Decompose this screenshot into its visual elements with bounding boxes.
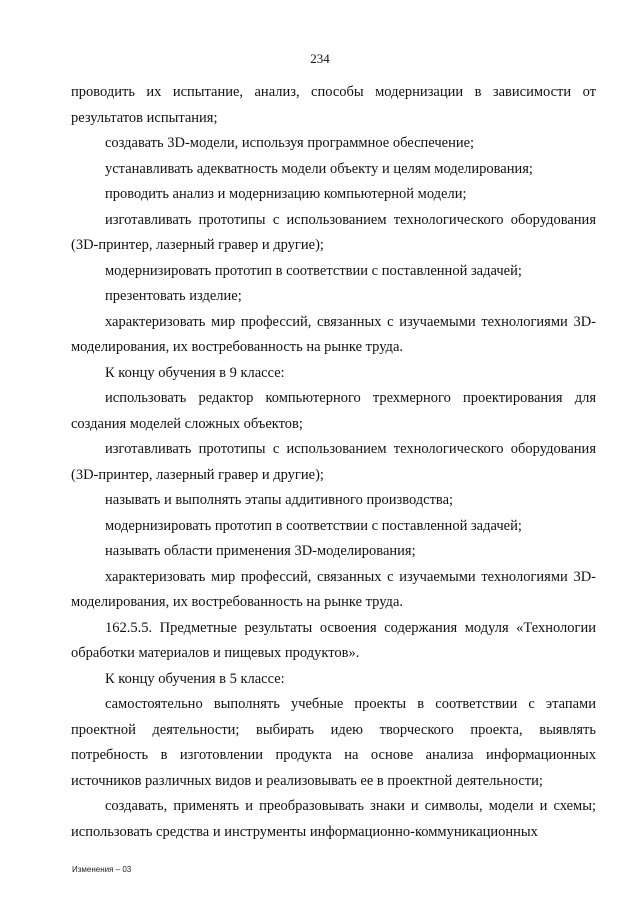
list-item: презентовать изделие; bbox=[105, 288, 242, 304]
list-item: проводить анализ и модернизацию компьютерной модели; bbox=[105, 186, 467, 202]
list-item: изготавливать прототипы с использованием технологического оборудования (3D-принтер, лазерный гравер и другие); bbox=[71, 441, 596, 483]
list-item: устанавливать адекватность модели объекту и целям моделирования; bbox=[105, 160, 533, 177]
list-item: самостоятельно выполнять учебные проекты в соответствии с этапами проектной деятельности; выбирать идею творческого проекта, выявлять потребность в изготовлении продукта на основе анализа информационных источников различных видов и реализовывать ее в проектной деятельности; bbox=[71, 696, 596, 789]
section-heading-grade-5: К концу обучения в 5 классе: bbox=[105, 670, 285, 687]
paragraph-continuation: проводить их испытание, анализ, способы модернизации в зависимости от результатов испытания; bbox=[71, 84, 596, 126]
list-item: называть области применения 3D-моделирования; bbox=[105, 543, 416, 559]
list-item: изготавливать прототипы с использованием технологического оборудования (3D-принтер, лазерный гравер и другие); bbox=[71, 211, 596, 253]
section-heading-grade-9: К концу обучения в 9 классе: bbox=[105, 364, 285, 381]
list-item: называть и выполнять этапы аддитивного производства; bbox=[105, 492, 454, 508]
list-item: создавать, применять и преобразовывать знаки и символы, модели и схемы; использовать средства и инструменты информационно-коммуникационных bbox=[71, 798, 596, 840]
list-item: модернизировать прототип в соответствии с поставленной задачей; bbox=[105, 517, 522, 534]
list-item: характеризовать мир профессий, связанных с изучаемыми технологиями 3D-моделирования, их востребованность на рынке труда. bbox=[71, 313, 596, 355]
footer-revision-note: Изменения – 03 bbox=[72, 865, 132, 874]
list-item: характеризовать мир профессий, связанных с изучаемыми технологиями 3D-моделирования, их востребованность на рынке труда. bbox=[71, 568, 596, 610]
body-text bbox=[71, 80, 596, 845]
module-section-heading: 162.5.5. Предметные результаты освоения содержания модуля «Технологии обработки материалов и пищевых продуктов». bbox=[71, 619, 596, 661]
list-item: использовать редактор компьютерного трехмерного проектирования для создания моделей сложных объектов; bbox=[71, 390, 596, 432]
page-number: 234 bbox=[310, 51, 330, 66]
list-item: создавать 3D-модели, используя программное обеспечение; bbox=[105, 135, 475, 151]
list-item: модернизировать прототип в соответствии с поставленной задачей; bbox=[105, 262, 522, 279]
